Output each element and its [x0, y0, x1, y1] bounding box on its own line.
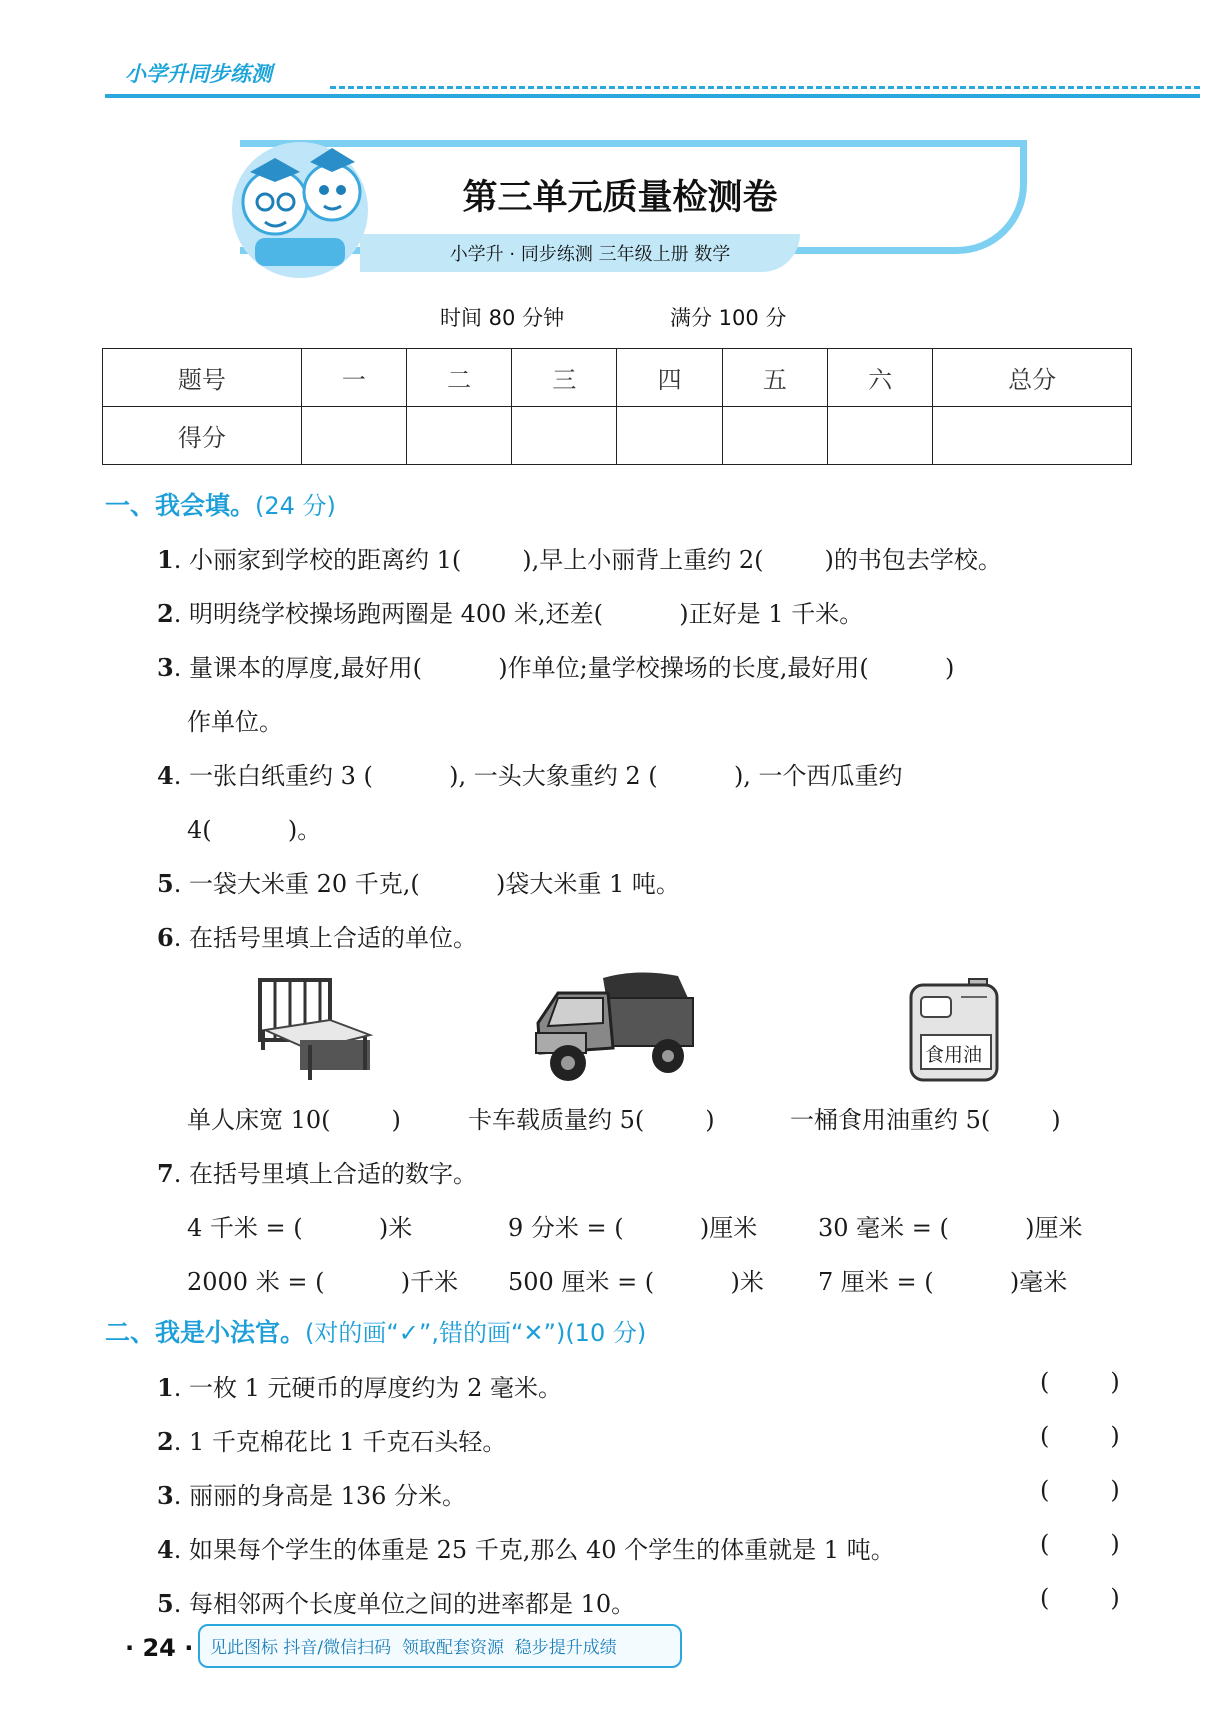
q6-item-oil: 一桶食用油重约 5( )	[790, 1106, 1061, 1134]
table-row	[103, 407, 1132, 465]
q7-item: 7 厘米 = ( )毫米	[818, 1268, 1068, 1296]
question-number: 6	[157, 923, 174, 952]
table-cell: 四	[617, 349, 722, 407]
question-number: 2	[157, 599, 174, 628]
table-cell: 得分	[103, 407, 302, 465]
score-input-cell[interactable]	[407, 407, 512, 465]
q7-item: 500 厘米 = ( )米	[508, 1268, 764, 1296]
question-number: 3	[157, 653, 174, 682]
table-cell: 总分	[933, 349, 1132, 407]
table-row	[103, 349, 1132, 407]
question-text: . 量课本的厚度,最好用( )作单位;量学校操场的长度,最好用( )	[173, 654, 955, 682]
judge-answer-blank[interactable]: ( )	[1040, 1368, 1120, 1396]
q6-item-bed: 单人床宽 10( )	[187, 1106, 401, 1134]
table-cell: 二	[407, 349, 512, 407]
question-number: 5	[157, 1589, 174, 1618]
section-1-points: (24 分)	[255, 492, 336, 520]
header-line	[105, 94, 1200, 98]
question-number: 1	[157, 545, 174, 574]
table-cell: 题号	[103, 349, 302, 407]
judge-item-5	[157, 1584, 635, 1619]
question-number: 2	[157, 1427, 174, 1456]
truck-icon	[528, 968, 708, 1088]
question-text: . 1 千克棉花比 1 千克石头轻。	[173, 1428, 507, 1456]
table-cell: 一	[301, 349, 406, 407]
question-text: . 明明绕学校操场跑两圈是 400 米,还差( )正好是 1 千米。	[173, 600, 864, 628]
question-text: . 小丽家到学校的距离约 1( ),早上小丽背上重约 2( )的书包去学校。	[173, 546, 1002, 574]
q7-item: 9 分米 = ( )厘米	[508, 1214, 758, 1242]
page-title: 第三单元质量检测卷	[462, 177, 778, 218]
question-7	[157, 1154, 477, 1189]
page-subtitle: 小学升 · 同步练测 三年级上册 数学	[449, 244, 731, 265]
question-number: 1	[157, 1373, 174, 1402]
score-input-cell[interactable]	[827, 407, 932, 465]
question-1	[157, 540, 1002, 575]
score-input-cell[interactable]	[512, 407, 617, 465]
score-input-cell[interactable]	[722, 407, 827, 465]
section-2-title: 二、我是小法官。	[105, 1318, 306, 1347]
section-1-title: 一、我会填。	[105, 491, 256, 520]
oil-label: 食用油	[925, 1044, 983, 1066]
oil-bottle-icon	[907, 975, 1002, 1085]
question-text: . 每相邻两个长度单位之间的进率都是 10。	[173, 1590, 636, 1618]
question-text: . 如果每个学生的体重是 25 千克,那么 40 个学生的体重就是 1 吨。	[173, 1536, 895, 1564]
question-text: . 一张白纸重约 3 ( ), 一头大象重约 2 ( ), 一个西瓜重约	[173, 762, 903, 790]
bed-icon	[255, 975, 375, 1085]
section-2-heading	[105, 1313, 646, 1349]
judge-item-4	[157, 1530, 895, 1565]
question-text: . 一枚 1 元硬币的厚度约为 2 毫米。	[173, 1374, 563, 1402]
q7-item: 2000 米 = ( )千米	[187, 1268, 459, 1296]
question-text: . 在括号里填上合适的数字。	[173, 1160, 477, 1188]
section-2-points: (对的画“✓”,错的画“✕”)(10 分)	[305, 1319, 647, 1347]
series-logo: 小学升同步练测	[125, 62, 272, 86]
judge-answer-blank[interactable]: ( )	[1040, 1584, 1120, 1612]
question-text: . 丽丽的身高是 136 分米。	[173, 1482, 467, 1510]
page-number: · 24 ·	[125, 1634, 194, 1662]
score-input-cell[interactable]	[301, 407, 406, 465]
question-number: 7	[157, 1159, 174, 1188]
question-5	[157, 864, 680, 899]
question-3-cont: 作单位。	[187, 708, 283, 736]
judge-answer-blank[interactable]: ( )	[1040, 1530, 1120, 1558]
score-input-cell[interactable]	[933, 407, 1132, 465]
q7-item: 30 毫米 = ( )厘米	[818, 1214, 1083, 1242]
table-cell: 五	[722, 349, 827, 407]
table-cell: 三	[512, 349, 617, 407]
header-dash-line	[330, 86, 1200, 89]
question-6	[157, 918, 477, 953]
question-text: . 一袋大米重 20 千克,( )袋大米重 1 吨。	[173, 870, 680, 898]
question-number: 4	[157, 1535, 174, 1564]
question-text: . 在括号里填上合适的单位。	[173, 924, 477, 952]
question-number: 5	[157, 869, 174, 898]
question-4-cont: 4( )。	[187, 816, 322, 844]
judge-item-3	[157, 1476, 466, 1511]
question-4	[157, 756, 903, 791]
judge-item-1	[157, 1368, 562, 1403]
question-number: 4	[157, 761, 174, 790]
q7-item: 4 千米 = ( )米	[187, 1214, 413, 1242]
question-2	[157, 594, 863, 629]
table-cell: 六	[827, 349, 932, 407]
score-table	[102, 348, 1132, 465]
exam-full-score: 满分 100 分	[670, 306, 787, 330]
section-1-heading	[105, 486, 336, 522]
question-number: 3	[157, 1481, 174, 1510]
footer-text: 见此图标 抖音/微信扫码 领取配套资源 稳步提升成绩	[210, 1638, 617, 1658]
judge-item-2	[157, 1422, 506, 1457]
question-3	[157, 648, 954, 683]
judge-answer-blank[interactable]: ( )	[1040, 1476, 1120, 1504]
q6-item-truck: 卡车载质量约 5( )	[468, 1106, 715, 1134]
exam-time: 时间 80 分钟	[440, 306, 565, 330]
judge-answer-blank[interactable]: ( )	[1040, 1422, 1120, 1450]
score-input-cell[interactable]	[617, 407, 722, 465]
